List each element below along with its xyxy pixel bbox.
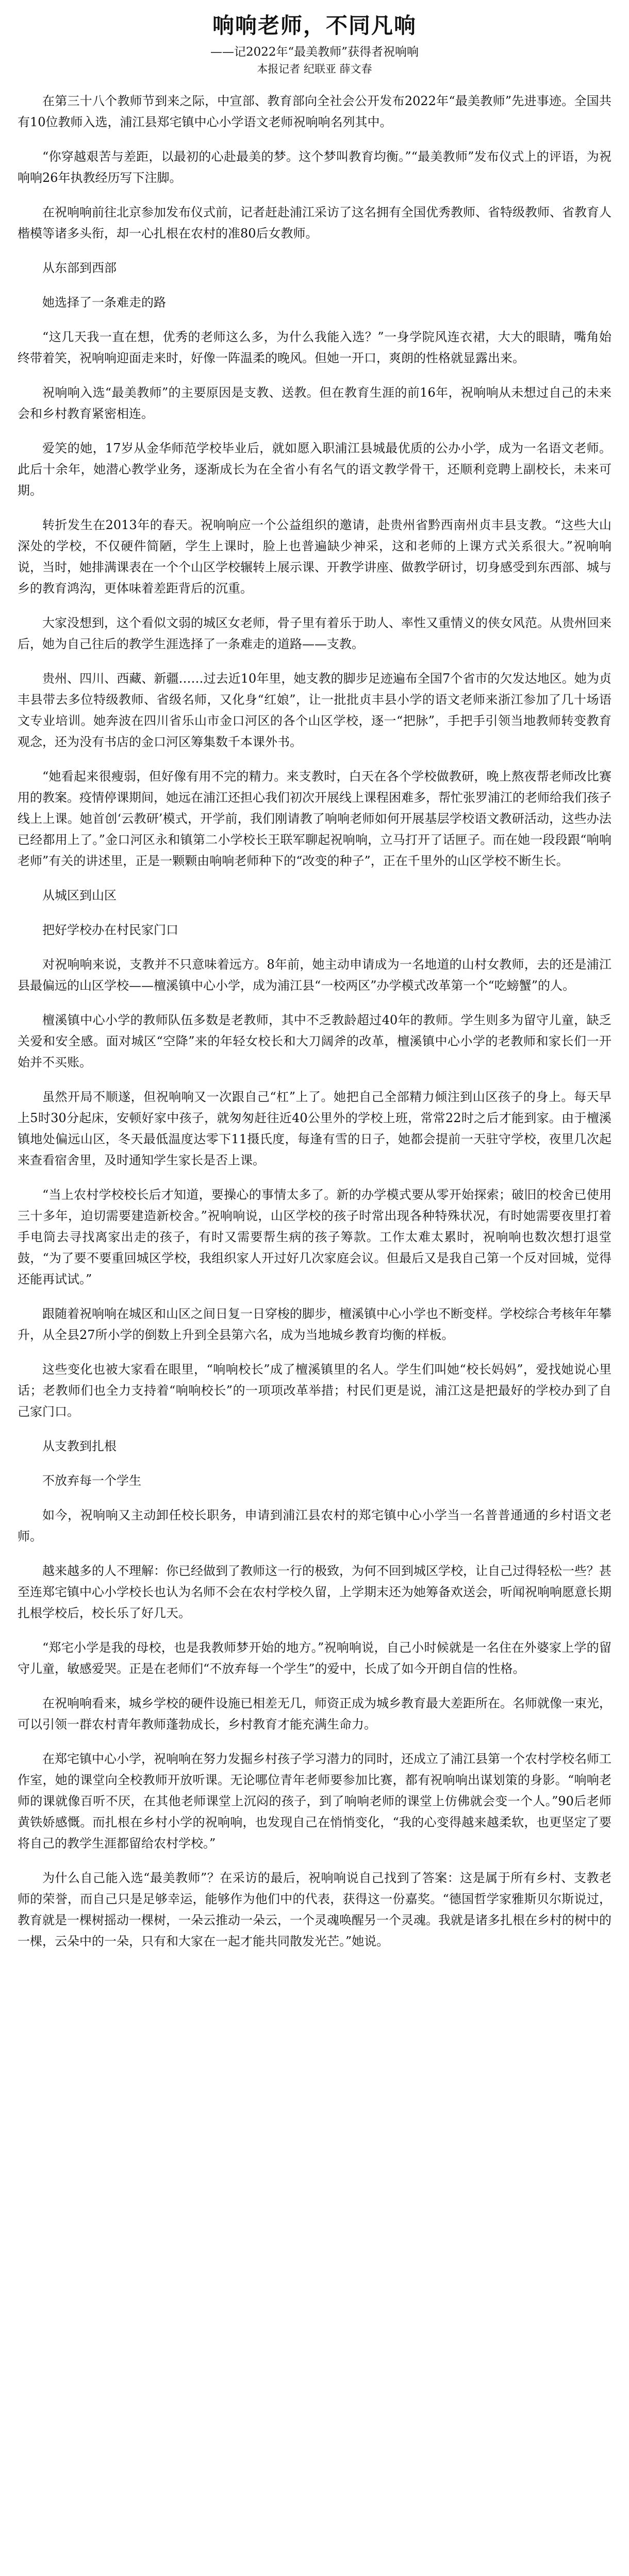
article-paragraph: 祝响响入选“最美教师”的主要原因是支教、送教。但在教育生涯的前16年，祝响响从未想过自己的未来会和乡村教育紧密相连。 (18, 385, 611, 421)
article-byline: 本报记者 纪联亚 薛文春 (257, 63, 372, 75)
article-paragraph: 如今，祝响响又主动卸任校长职务，申请到浦江县农村的郑宅镇中心小学当一名普普通通的乡村语文老师。 (18, 1508, 611, 1544)
article-paragraph: 这些变化也被大家看在眼里，“响响校长”成了檀溪镇里的名人。学生们叫她“校长妈妈”，爱找她说心里话；老教师们也全力支持着“响响校长”的一项项改革举措；村民们更是说，浦江这是把最好的学校办到了自己家门口。 (18, 1362, 611, 1419)
article-paragraph: 贵州、四川、西藏、新疆……过去近10年里，她支教的脚步足迹遍布全国7个省市的欠发达地区。她为贞丰县带去多位特级教师、省级名师，又化身“红娘”，让一批批贞丰县小学的语文老师来浙江参加了几十场语文专业培训。她奔波在四川省乐山市金口河区的各个山区学校，逐一“把脉”，手把手引领当地教师转变教育观念，还为没有书店的金口河区筹集数千本课外书。 (18, 671, 611, 749)
article-body (18, 91, 611, 1952)
article-paragraph: “你穿越艰苦与差距，以最初的心赴最美的梦。这个梦叫教育均衡。”“最美教师”发布仪式上的评语，为祝响响26年执教经历写下注脚。 (18, 149, 611, 185)
article-paragraph: 爱笑的她，17岁从金华师范学校毕业后，就如愿入职浦江县城最优质的公办小学，成为一名语文老师。此后十余年，她潜心教学业务，逐渐成长为在全省小有名气的语文教学骨干，还顺利竞聘上副校长，未来可期。 (18, 441, 611, 498)
article-paragraph: 对祝响响来说，支教并不只意味着远方。8年前，她主动申请成为一名地道的山村女教师，去的还是浦江县最偏远的山区学校——檀溪镇中心小学，成为浦江县“一校两区”办学模式改革第一个“吃螃蟹”的人。 (18, 957, 611, 993)
section-heading: 从东部到西部 (42, 261, 117, 275)
article-paragraph: 越来越多的人不理解：你已经做到了教师这一行的极致，为何不回到城区学校，让自己过得轻松一些？甚至连郑宅镇中心小学校长也认为名师不会在农村学校久留，上学期末还为她筹备欢送会，听闻祝响响愿意长期扎根学校后，校长乐了好几天。 (18, 1564, 611, 1620)
article-paragraph: “郑宅小学是我的母校，也是我教师梦开始的地方。”祝响响说，自己小时候就是一名住在外婆家上学的留守儿童，敏感爱哭。正是在老师们“不放弃每一个学生”的爱中，长成了如今开朗自信的性格。 (18, 1640, 611, 1676)
article-title: 响响老师，不同凡响 (212, 13, 417, 38)
article-paragraph: 檀溪镇中心小学的教师队伍多数是老教师，其中不乏教龄超过40年的教师。学生则多为留守儿童，缺乏关爱和安全感。面对城区“空降”来的年轻女校长和大刀阔斧的改革，檀溪镇中心小学的老教师和家长们一开始并不买账。 (18, 1013, 611, 1070)
article-paragraph: 在祝响响前往北京参加发布仪式前，记者赶赴浦江采访了这名拥有全国优秀教师、省特级教师、省教育人楷模等诸多头衔，却一心扎根在农村的准80后女教师。 (18, 205, 611, 241)
article-paragraph: 大家没想到，这个看似文弱的城区女老师，骨子里有着乐于助人、率性又重情义的侠女风范。从贵州回来后，她为自己往后的教学生涯选择了一条难走的道路——支教。 (18, 616, 611, 651)
article-paragraph: 为什么自己能入选“最美教师”？在采访的最后，祝响响说自己找到了答案：这是属于所有乡村、支教老师的荣誉，而自己只是足够幸运，能够作为他们中的代表，获得这一份嘉奖。“德国哲学家雅斯贝尔斯说过，教育就是一棵树摇动一棵树，一朵云推动一朵云，一个灵魂唤醒另一个灵魂。我就是诸多扎根在乡村的树中的一棵，云朵中的一朵，只有和大家在一起才能共同散发光芒。”她说。 (18, 1871, 611, 1948)
article-paragraph: 转折发生在2013年的春天。祝响响应一个公益组织的邀请，赴贵州省黔西南州贞丰县支教。“这些大山深处的学校，不仅硬件简陋，学生上课时，脸上也普遍缺少神采，这和老师的上课方式关系很大。”祝响响说，当时，她排满课表在一个个山区学校辗转上展示课、开教学讲座、做教学研讨，切身感受到东西部、城与乡的教育鸿沟，更体味着差距背后的沉重。 (18, 518, 611, 596)
article-subtitle: ——记2022年“最美教师”获得者祝响响 (210, 45, 419, 59)
article-paragraph: 跟随着祝响响在城区和山区之间日复一日穿梭的脚步，檀溪镇中心小学也不断变样。学校综合考核年年攀升，从全县27所小学的倒数上升到全县第六名，成为当地城乡教育均衡的样板。 (18, 1307, 611, 1342)
article-paragraph: “这几天我一直在想，优秀的老师这么多，为什么我能入选？”一身学院风连衣裙，大大的眼睛，嘴角始终带着笑，祝响响迎面走来时，好像一阵温柔的晚风。但她一开口，爽朗的性格就显露出来。 (18, 330, 611, 365)
section-heading: 从城区到山区 (42, 888, 117, 903)
article-paragraph: 在第三十八个教师节到来之际，中宣部、教育部向全社会公开发布2022年“最美教师”先进事迹。全国共有10位教师入选，浦江县郑宅镇中心小学语文老师祝响响名列其中。 (18, 94, 611, 129)
section-heading: 不放弃每一个学生 (42, 1473, 141, 1488)
article-paragraph: 在郑宅镇中心小学，祝响响在努力发掘乡村孩子学习潜力的同时，还成立了浦江县第一个农村学校名师工作室，她的课堂向全校教师开放听课。无论哪位青年老师要参加比赛，都有祝响响出谋划策的身影。“响响老师的课就像百听不厌，在其他老师课堂上沉闷的孩子，到了响响老师的课堂上仿佛就会变一个人。”90后老师黄铁娇感慨。而扎根在乡村小学的祝响响，也发现自己在悄悄变化，“我的心变得越来越柔软，也更坚定了要将自己的教学生涯都留给农村学校。” (18, 1752, 611, 1851)
article-paragraph: “当上农村学校校长后才知道，要操心的事情太多了。新的办学模式要从零开始探索；破旧的校舍已使用三十多年，迫切需要建造新校舍。”祝响响说，山区学校的孩子时常出现各种特殊状况，有时她需要夜里打着手电筒去寻找离家出走的孩子，有时又需要帮生病的孩子筹款。工作太难太累时，祝响响也数次想打退堂鼓，“为了要不要重回城区学校，我组织家人开过好几次家庭会议。但最后又是我自己第一个反对回城，觉得还能再试试。” (18, 1188, 611, 1286)
article-paragraph: 在祝响响看来，城乡学校的硬件设施已相差无几，师资正成为城乡教育最大差距所在。名师就像一束光，可以引领一群农村青年教师蓬勃成长，乡村教育才能充满生命力。 (18, 1696, 611, 1732)
section-heading: 从支教到扎根 (42, 1439, 117, 1453)
section-heading: 她选择了一条难走的路 (42, 295, 166, 310)
section-heading: 把好学校办在村民家门口 (42, 923, 178, 937)
article-paragraph: 虽然开局不顺遂，但祝响响又一次跟自己“杠”上了。她把自己全部精力倾注到山区孩子的身上。每天早上5时30分起床，安顿好家中孩子，就匆匆赶往近40公里外的学校上班，常常22时之后才能到家。由于檀溪镇地处偏远山区，冬天最低温度达零下11摄氏度，每逢有雪的日子，她都会提前一天驻守学校，夜里几次起来查看宿舍里，及时通知学生家长是否上课。 (18, 1090, 611, 1167)
article-paragraph: “她看起来很瘦弱，但好像有用不完的精力。来支教时，白天在各个学校做教研，晚上熬夜帮老师改比赛用的教案。疫情停课期间，她远在浦江还担心我们初次开展线上课程困难多，帮忙张罗浦江的老师给我们孩子线上上课。她首创‘云教研’模式，开学前，我们刚请教了响响老师如何开展基层学校语文教研活动，这些办法已经都用上了。”金口河区永和镇第二小学校长王联军聊起祝响响，立马打开了话匣子。而在她一段段跟“响响老师”有关的讲述里，正是一颗颗由响响老师种下的“改变的种子”，正在千里外的山区学校不断生长。 (18, 769, 611, 868)
